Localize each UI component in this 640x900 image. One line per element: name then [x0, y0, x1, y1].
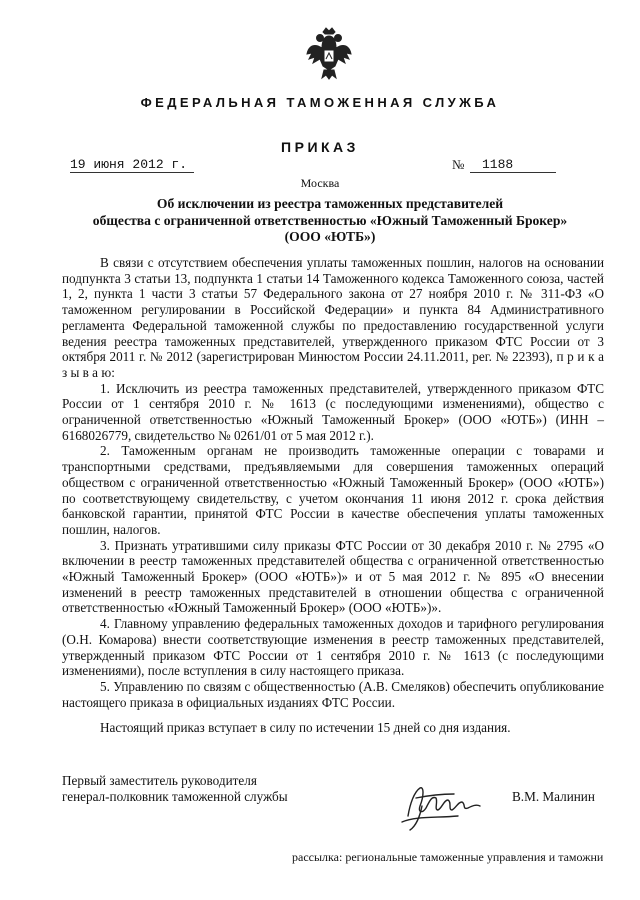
city: Москва — [300, 176, 340, 190]
agency-name: ФЕДЕРАЛЬНАЯ ТАМОЖЕННАЯ СЛУЖБА — [140, 95, 500, 110]
signatory-rank-line: генерал-полковник таможенной службы — [62, 789, 288, 804]
handwritten-signature-icon — [396, 776, 494, 834]
effective-date-paragraph: Настоящий приказ вступает в силу по истечении 15 дней со дня издания. — [100, 720, 511, 736]
document-type: ПРИКАЗ — [281, 139, 359, 155]
order-item-5: 5. Управлению по связям с общественностью (А.В. Смеляков) обеспечить опубликование настоящего приказа в официальных изданиях ФТС России. — [62, 678, 604, 710]
order-body — [62, 255, 604, 736]
russian-coat-of-arms-icon — [304, 26, 354, 80]
signatory-role-line: Первый заместитель руководителя — [62, 773, 257, 788]
subject-line: (ООО «ЮТБ») — [284, 229, 376, 244]
order-item-2: 2. Таможенным органам не производить таможенные операции с товарами и транспортными средствами, предъявляемыми для совершения таможенных операций обществом с ограниченной ответственностью «Южный Таможенный Брокер» (ООО «ЮТБ») по соответствующему свидетельству, с учетом окончания 11 июня 2012 г. срока действия банковской гарантии, принятой ФТС России в качестве обеспечения уплаты таможенных пошлин, налогов. — [62, 443, 604, 537]
order-number: 1188 — [482, 157, 514, 172]
subject-line: Об исключении из реестра таможенных представителей — [156, 196, 504, 211]
signatory-position — [62, 773, 288, 805]
subject-line: общества с ограниченной ответственностью «Южный Таможенный Брокер» — [92, 212, 568, 228]
distribution-list: рассылка: региональные таможенные управления и таможни — [292, 850, 604, 864]
order-date: 19 июня 2012 г. — [70, 157, 188, 172]
order-item-1: 1. Исключить из реестра таможенных представителей, утвержденного приказом ФТС России от 1 сентября 2010 г. № 1613 (с последующими изменениями), общество с ограниченной ответственностью «Южный Таможенный Брокер» (ООО «ЮТБ») (ИНН – 6168026779, свидетельство № 0261/01 от 5 мая 2012 г.). — [62, 380, 604, 443]
order-item-3: 3. Признать утратившими силу приказы ФТС России от 30 декабря 2010 г. № 2795 «О включении в реестр таможенных представителей общества с ограниченной ответственностью «Южный Таможенный Брокер» (ООО «ЮТБ»)» и от 5 мая 2012 г. № 895 «О внесении изменений в реестр таможенных представителей в отношении общества с ограниченной ответственностью «Южный Таможенный Брокер» (ООО «ЮТБ»)». — [62, 537, 604, 616]
number-underline — [470, 172, 556, 173]
number-sign: № — [452, 157, 465, 172]
date-underline — [70, 172, 194, 173]
preamble-paragraph: В связи с отсутствием обеспечения уплаты таможенных пошлин, налогов на основании подпункта 3 статьи 13, подпункта 1 статьи 14 Таможенного кодекса Таможенного союза, частей 1, 2, пункта 1 части 3 статьи 57 Федерального закона от 27 ноября 2010 г. № 311-ФЗ «О таможенном регулировании в Российской Федерации» и пункта 84 Административного регламента Федеральной таможенной службы по предоставлению государственной услуги ведения реестра таможенных представителей, утвержденного приказом ФТС России от 3 октября 2011 г. № 2012 (зарегистрирован Минюстом России 24.11.2011, рег. № 22393), п р и к а з ы в а ю: — [62, 255, 604, 380]
signatory-name: В.М. Малинин — [512, 789, 595, 804]
order-subject — [60, 196, 600, 246]
order-item-4: 4. Главному управлению федеральных таможенных доходов и тарифного регулирования (О.Н. Комарова) внести соответствующие изменения в реестр таможенных представителей, утвержденный приказом ФТС России от 1 сентября 2010 г. № 1613 (с последующими изменениями), после вступления в силу настоящего приказа. — [62, 616, 604, 679]
